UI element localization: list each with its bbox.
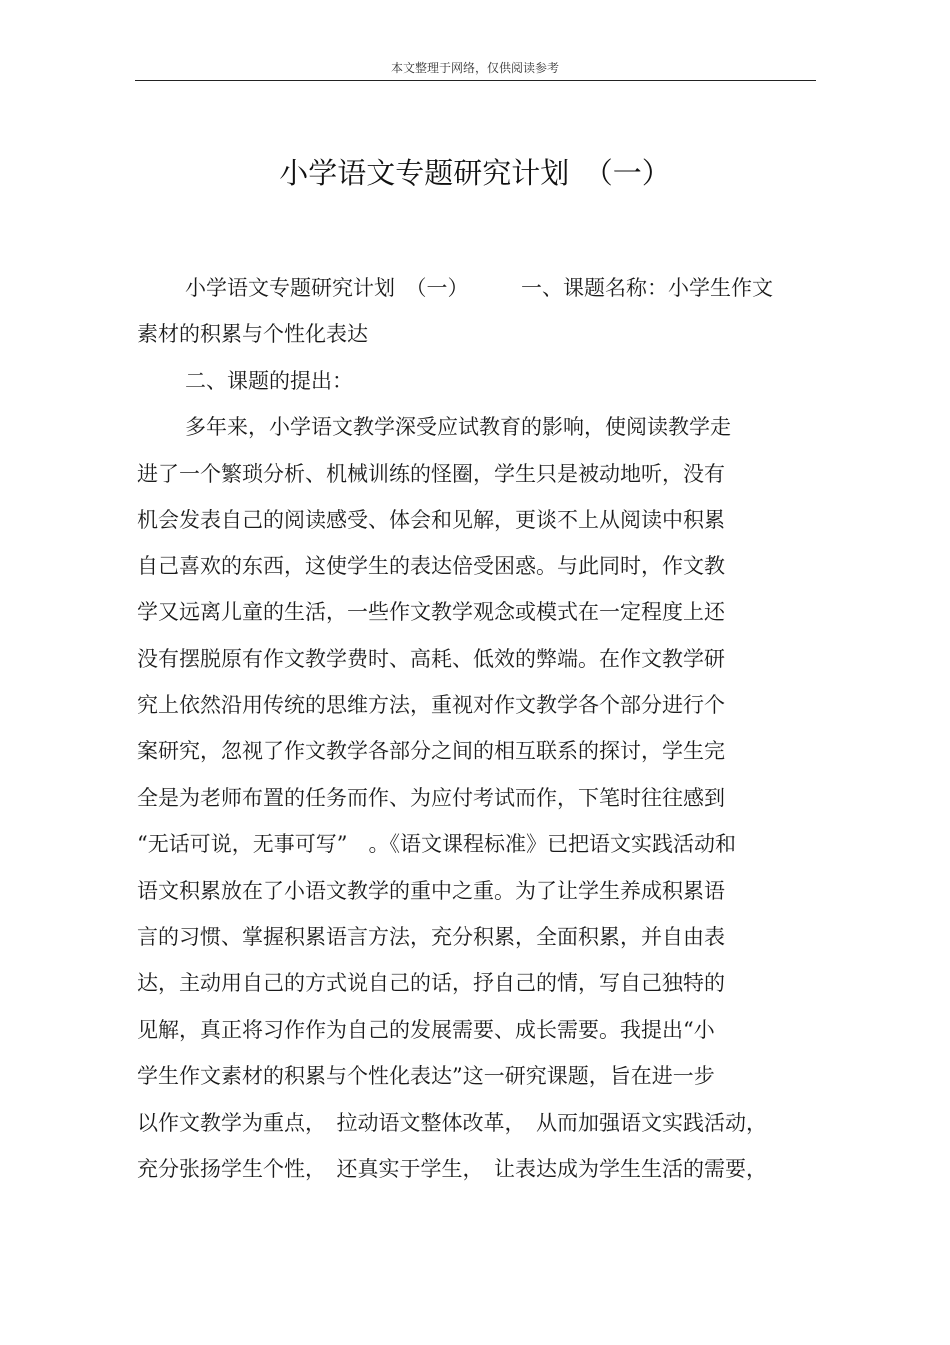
- paragraph-line: 多年来，小学语文教学深受应试教育的影响，使阅读教学走: [185, 415, 731, 439]
- paragraph-line: 以作文教学为重点， 拉动语文整体改革， 从而加强语文实践活动，: [137, 1111, 767, 1135]
- document-title: 小学语文专题研究计划 （一）: [279, 156, 671, 190]
- paragraph-line: 言的习惯、掌握积累语言方法，充分积累，全面积累，并自由表: [137, 925, 725, 949]
- paragraph-line: 充分张扬学生个性， 还真实于学生， 让表达成为学生生活的需要，: [137, 1157, 767, 1181]
- paragraph-line: 小学语文专题研究计划 （一） 一、课题名称：小学生作文: [185, 276, 773, 300]
- paragraph-line: 学生作文素材的积累与个性化表达”这一研究课题，旨在进一步: [137, 1064, 715, 1088]
- paragraph-line: 没有摆脱原有作文教学费时、高耗、低效的弊端。在作文教学研: [137, 647, 725, 671]
- header-divider: [135, 80, 816, 81]
- paragraph-line: 究上依然沿用传统的思维方法，重视对作文教学各个部分进行个: [137, 693, 725, 717]
- section-heading: 二、课题的提出：: [185, 369, 353, 393]
- header-note: 本文整理于网络，仅供阅读参考: [390, 61, 559, 75]
- paragraph-line: 素材的积累与个性化表达: [137, 322, 368, 346]
- paragraph-line: 机会发表自己的阅读感受、体会和见解，更谈不上从阅读中积累: [137, 508, 725, 532]
- paragraph-line: 全是为老师布置的任务而作、为应付考试而作，下笔时往往感到: [137, 786, 725, 810]
- paragraph-line: 见解，真正将习作作为自己的发展需要、成长需要。我提出“小: [137, 1018, 715, 1042]
- paragraph-line: “无话可说，无事可写” 。《语文课程标准》已把语文实践活动和: [137, 832, 736, 856]
- paragraph-line: 进了一个繁琐分析、机械训练的怪圈，学生只是被动地听，没有: [137, 462, 725, 486]
- paragraph-line: 案研究，忽视了作文教学各部分之间的相互联系的探讨，学生完: [137, 739, 725, 763]
- paragraph-line: 学又远离儿童的生活，一些作文教学观念或模式在一定程度上还: [137, 600, 725, 624]
- paragraph-line: 自己喜欢的东西，这使学生的表达倍受困惑。与此同时，作文教: [137, 554, 725, 578]
- paragraph-line: 语文积累放在了小语文教学的重中之重。为了让学生养成积累语: [137, 879, 725, 903]
- paragraph-line: 达，主动用自己的方式说自己的话，抒自己的情，写自己独特的: [137, 971, 725, 995]
